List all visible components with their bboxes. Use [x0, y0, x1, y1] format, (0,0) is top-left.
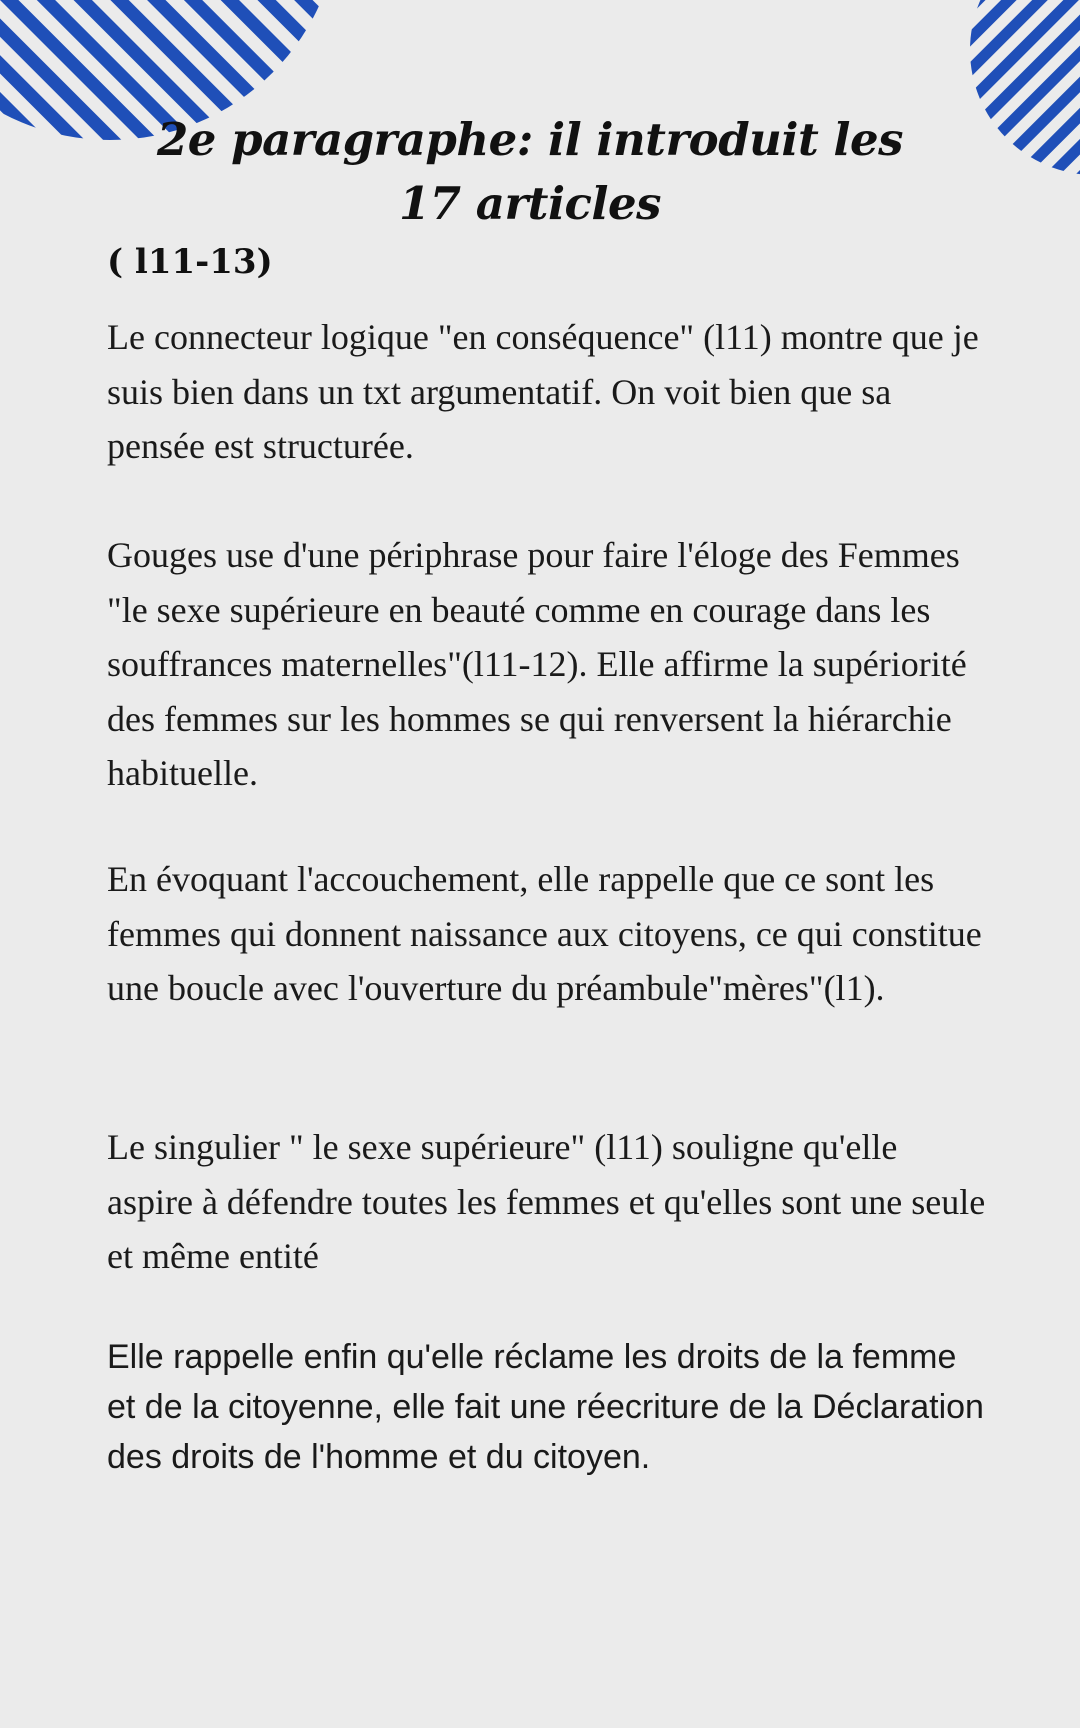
paragraph-periphrase: Gouges use d'une périphrase pour faire l'éloge des Femmes "le sexe supérieure en beauté comme en courage dans les souffrances maternelles"(l11-12). Elle affirme la supériorité des femmes sur les hommes se qui renversent la hiérarchie habituelle. [107, 535, 967, 793]
page-title: 2e paragraphe: il introduit les 17 articles [157, 113, 903, 230]
paragraph-connector: Le connecteur logique "en conséquence" (l11) montre que je suis bien dans un txt argumentatif. On voit bien que sa pensée est structurée. [107, 317, 979, 466]
paragraph-conclusion: Elle rappelle enfin qu'elle réclame les droits de la femme et de la citoyenne, elle fait une réecriture de la Déclaration des droits de l'homme et du citoyen. [107, 1338, 984, 1476]
line-reference: ( l11-13) [107, 242, 273, 282]
paragraph-singulier: Le singulier " le sexe supérieure" (l11) souligne qu'elle aspire à défendre toutes les femmes et qu'elles sont une seule et même entité [107, 1127, 986, 1276]
striped-circle-top-right-decoration [970, 0, 1080, 185]
paragraph-accouchement: En évoquant l'accouchement, elle rappelle que ce sont les femmes qui donnent naissance aux citoyens, ce qui constitue une boucle avec l'ouverture du préambule"mères"(l1). [107, 859, 982, 1008]
